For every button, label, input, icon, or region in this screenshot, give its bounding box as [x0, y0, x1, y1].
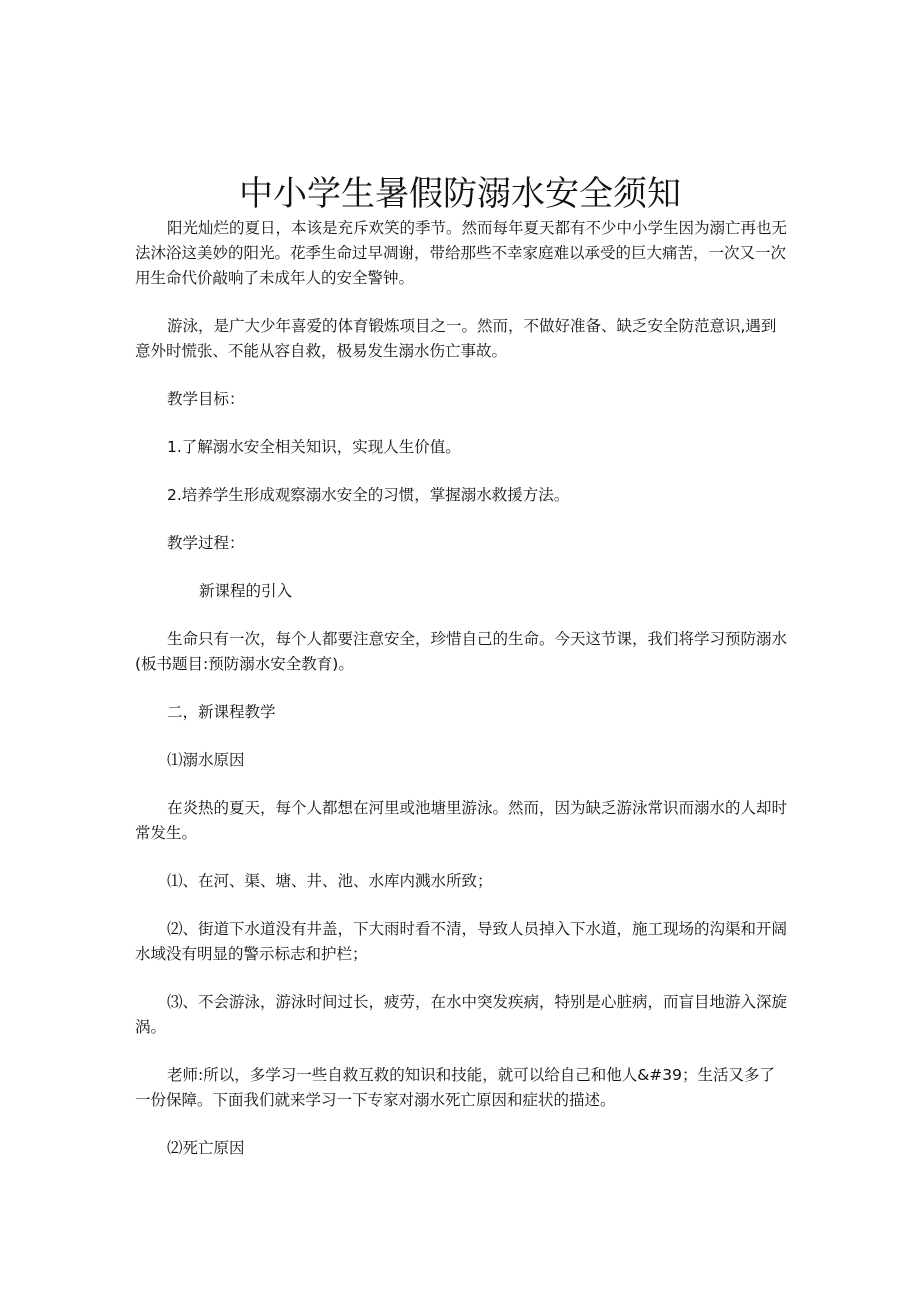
paragraph-teacher-note: 老师:所以，多学习一些自救互救的知识和技能，就可以给自己和他人&#39；生活又多了一份保障。下面我们就来学习一下专家对溺水死亡原因和症状的描述。	[135, 1066, 776, 1109]
paragraph-swimming: 游泳，是广大少年喜爱的体育锻炼项目之一。然而，不做好准备、缺乏安全防范意识,遇到意外时慌张、不能从容自救，极易发生溺水伤亡事故。	[135, 317, 777, 360]
subheading-drowning-causes: ⑴溺水原因	[167, 751, 245, 769]
subheading-new-course-intro: 新课程的引入	[199, 582, 293, 600]
page-title: 中小学生暑假防溺水安全须知	[239, 173, 681, 214]
goal-item-1: 1.了解溺水安全相关知识，实现人生价值。	[167, 438, 461, 456]
paragraph-life-once: 生命只有一次，每个人都要注意安全，珍惜自己的生命。今天这节课，我们将学习预防溺水(板书题目:预防溺水安全教育)。	[135, 630, 788, 673]
heading-teaching-process: 教学过程：	[167, 534, 245, 552]
heading-teaching-goals: 教学目标：	[167, 390, 245, 408]
cause-item-1: ⑴、在河、渠、塘、井、池、水库内溅水所致；	[167, 872, 493, 890]
heading-new-course-teaching: 二，新课程教学	[167, 703, 276, 721]
paragraph-hot-summer: 在炎热的夏天，每个人都想在河里或池塘里游泳。然而，因为缺乏游泳常识而溺水的人却时常发生。	[135, 799, 788, 842]
document-body	[135, 216, 790, 1161]
subheading-death-causes: ⑵死亡原因	[167, 1139, 245, 1157]
paragraph-intro: 阳光灿烂的夏日，本该是充斥欢笑的季节。然而每年夏天都有不少中小学生因为溺亡再也无法沐浴这美妙的阳光。花季生命过早凋谢，带给那些不幸家庭难以承受的巨大痛苦，一次又一次用生命代价敲响了未成年人的安全警钟。	[135, 219, 788, 287]
cause-item-2: ⑵、街道下水道没有井盖，下大雨时看不清，导致人员掉入下水道，施工现场的沟渠和开阔水域没有明显的警示标志和护栏；	[135, 920, 788, 963]
cause-item-3: ⑶、不会游泳，游泳时间过长，疲劳，在水中突发疾病，特别是心脏病，而盲目地游入深旋涡。	[135, 993, 788, 1036]
goal-item-2: 2.培养学生形成观察溺水安全的习惯，掌握溺水救援方法。	[167, 486, 570, 504]
